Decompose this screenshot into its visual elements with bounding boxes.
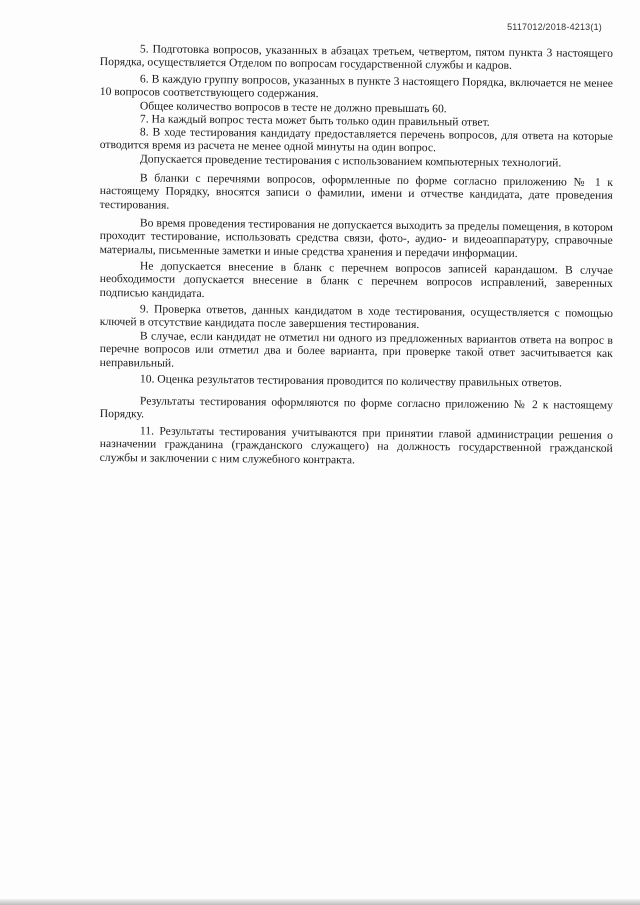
- paragraph-item-11: 11. Результаты тестирования учитываются при принятии главой администрации решения о назначении гражданина (гражданского служащего) на должность государственной гражданской службы и заключении с ним служебного контракта.: [99, 423, 613, 466]
- paragraph-pencil-ban: Не допускается внесение в бланк с перечнем вопросов записей карандашом. В случае необходимости допускается внесение в бланк с перечнем вопросов исправлений, заверенных подписью кандидата.: [99, 259, 613, 300]
- paragraph-item-6: 6. В каждую группу вопросов, указанных в пункте 3 настоящего Порядка, включается не менее 10 вопросов соответствующего содержания.: [99, 72, 613, 101]
- paragraph-item-9: 9. Проверка ответов, данных кандидатом в ходе тестирования, осуществляется с помощью ключей в отсутствие кандидата после завершения тестирования.: [99, 302, 613, 332]
- scan-bottom-edge: [0, 899, 640, 905]
- paragraph-item-7: 7. На каждый вопрос теста может быть только один правильный ответ.: [139, 112, 490, 129]
- paragraph-item-10: 10. Оценка результатов тестирования проводится по количеству правильных ответов.: [139, 372, 563, 390]
- paragraph-testing-rules: Во время проведения тестирования не допускается выходить за пределы помещения, в котором проходит тестирование, использовать средства связи, фото-, аудио- и видеоаппаратуру, справочные материалы, письменные заметки и иные средства хранения и передачи информации.: [99, 216, 613, 260]
- paragraph-total-questions: Общее количество вопросов в тесте не должно превышать 60.: [139, 99, 447, 115]
- paragraph-item-5: 5. Подготовка вопросов, указанных в абзацах третьем, четвертом, пятом пункта 3 настоящего Порядка, осуществляется Отделом по вопросам государственной службы и кадров.: [99, 42, 613, 73]
- paragraph-computer-testing: Допускается проведение тестирования с использованием компьютерных технологий.: [139, 152, 562, 170]
- paragraph-answer-forms: В бланки с перечнями вопросов, оформленные по форме согласно приложению № 1 к настоящему Порядку, вносятся записи о фамилии, имени и отчестве кандидата, дате проведения тестирования.: [99, 171, 613, 212]
- paragraph-results-form: Результаты тестирования оформляются по форме согласно приложению № 2 к настоящему Порядку.: [99, 394, 613, 421]
- paragraph-invalid-answer: В случае, если кандидат не отметил ни одного из предложенных вариантов ответа на вопрос в перечне вопросов или отметил два и более варианта, при проверке такой ответ засчитывается как неправильный.: [99, 329, 613, 370]
- paragraph-item-8: 8. В ходе тестирования кандидату предоставляется перечень вопросов, для ответа на которые отводится время из расчета не менее одной минуты на один вопрос.: [99, 125, 613, 156]
- document-id: 5117012/2018-4213(1): [507, 22, 602, 32]
- document-body: [100, 42, 613, 464]
